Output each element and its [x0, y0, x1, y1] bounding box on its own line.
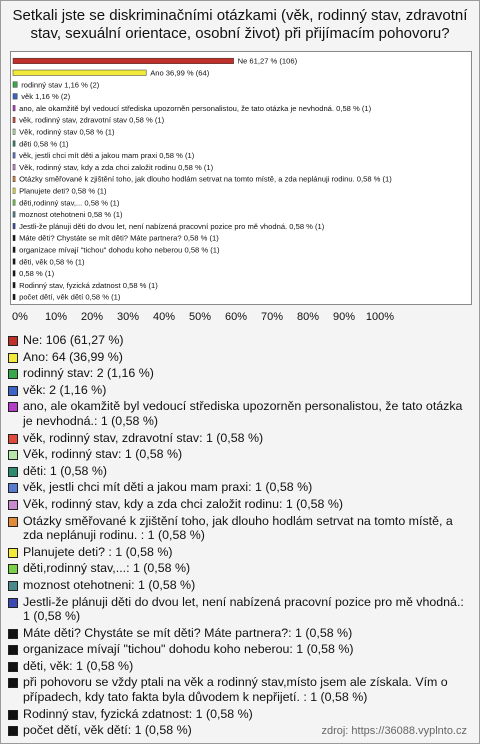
bar-11 — [13, 188, 15, 194]
legend-swatch — [8, 353, 18, 363]
bar-label-10: Otázky směřované k zjištění toho, jak dlouho hodlám setrvat na tomto místě, a zda neplánuji rodinu. 0,58 % (1) — [19, 174, 392, 184]
source-note: zdroj: https://36088.vyplnto.cz — [321, 725, 467, 737]
legend-label: moznost otehotneni: 1 (0,58 %) — [23, 577, 196, 592]
legend-swatch — [8, 386, 18, 396]
bar-label-3: věk 1,16 % (2) — [21, 92, 71, 102]
legend-label: organizace mívají "tichou" dohodu koho neberou: 1 (0,58 %) — [23, 642, 354, 657]
legend-label: děti,rodinný stav,...: 1 (0,58 %) — [23, 561, 191, 576]
bar-5 — [13, 117, 15, 123]
x-tick-label: 10% — [44, 311, 68, 323]
bar-3 — [13, 94, 17, 100]
x-tick-label: 0% — [12, 311, 28, 323]
bar-label-15: Máte děti? Chystáte se mít děti? Máte partnera? 0,58 % (1) — [19, 233, 219, 243]
bar-2 — [13, 82, 17, 88]
legend-label: Věk, rodinný stav, kdy a zda chci založit rodinu: 1 (0,58 %) — [23, 496, 344, 511]
legend-swatch — [8, 678, 18, 688]
bar-12 — [13, 200, 15, 206]
legend-label: Ano: 64 (36,99 %) — [23, 349, 123, 364]
legend-item — [8, 707, 470, 722]
legend-label: Jestli-že plánuji děti do dvou let, není nabízená pracovní pozice pro mě vhodná.: 1 (0,58 %) — [23, 594, 464, 624]
x-tick-label: 90% — [332, 311, 356, 323]
legend-label: rodinný stav: 2 (1,16 %) — [23, 366, 154, 381]
x-tick-label: 40% — [152, 311, 176, 323]
bar-label-8: věk, jestli chci mít děti a jakou mam praxi 0,58 % (1) — [19, 151, 195, 161]
legend-swatch — [8, 662, 18, 672]
legend-label: při pohovoru se vždy ptali na věk a rodinný stav,místo jsem ale získala. Vím o případech, kdy tato fakta byla důvodem k nepřijetí. : 1 (0,58 %) — [23, 675, 448, 705]
legend-swatch — [8, 629, 18, 639]
legend-label: děti, věk: 1 (0,58 %) — [23, 658, 134, 673]
x-tick-label: 30% — [116, 311, 140, 323]
x-axis-ticks — [1, 311, 479, 327]
legend-item — [8, 480, 470, 495]
bar-16 — [13, 247, 15, 253]
bar-17 — [13, 259, 15, 265]
legend-item — [8, 366, 470, 381]
bar-label-19: Rodinný stav, fyzická zdatnost 0,58 % (1) — [19, 280, 158, 290]
bar-label-9: Věk, rodinný stav, kdy a zda chci založit rodinu 0,58 % (1) — [19, 162, 214, 172]
legend-item — [8, 514, 470, 543]
legend-label: věk, rodinný stav, zdravotní stav: 1 (0,58 %) — [23, 430, 264, 445]
bar-label-6: Věk, rodinný stav 0,58 % (1) — [19, 127, 115, 137]
bar-10 — [13, 176, 15, 182]
legend-item — [8, 399, 470, 428]
legend-label: věk: 2 (1,16 %) — [23, 382, 107, 397]
bar-18 — [13, 271, 15, 277]
legend-item — [8, 642, 470, 657]
bar-20 — [13, 294, 15, 300]
x-tick-label: 20% — [80, 311, 104, 323]
legend-swatch — [8, 581, 18, 591]
bar-label-13: moznost otehotneni 0,58 % (1) — [19, 210, 123, 220]
x-tick-label: 70% — [260, 311, 284, 323]
bar-label-18: 0,58 % (1) — [19, 269, 55, 279]
legend-swatch — [8, 336, 18, 346]
bar-15 — [13, 235, 15, 241]
legend-item — [8, 383, 470, 398]
legend-label: Rodinný stav, fyzická zdatnost: 1 (0,58 %) — [23, 706, 253, 721]
legend-swatch — [8, 726, 18, 736]
bar-14 — [13, 223, 15, 229]
bar-label-17: děti, věk 0,58 % (1) — [19, 257, 85, 267]
legend-swatch — [8, 645, 18, 655]
legend — [8, 333, 470, 740]
legend-label: ano, ale okamžitě byl vedoucí střediska upozorněn personalistou, že tato otázka je nevhodná.: 1 (0,58 %) — [23, 399, 463, 428]
bar-13 — [13, 212, 15, 218]
bar-19 — [13, 282, 15, 288]
bar-label-14: Jestli-že plánuji děti do dvou let, není nabízená pracovní pozice pro mě vhodná. 0,58 % (1) — [19, 221, 325, 231]
bar-label-4: ano, ale okamžitě byl vedoucí střediska upozorněn personalistou, že tato otázka je nevhodná. 0,58 % (1) — [19, 103, 372, 113]
legend-swatch — [8, 710, 18, 720]
legend-swatch — [8, 483, 18, 493]
bar-label-0: Ne 61,27 % (106) — [237, 56, 298, 66]
legend-swatch — [8, 517, 18, 527]
bar-label-11: Planujete deti? 0,58 % (1) — [19, 186, 107, 196]
legend-item — [8, 350, 470, 365]
legend-swatch — [8, 369, 18, 379]
bar-label-2: rodinný stav 1,16 % (2) — [21, 80, 100, 90]
bar-1 — [13, 70, 146, 76]
x-tick-label: 50% — [188, 311, 212, 323]
bar-label-1: Ano 36,99 % (64) — [150, 68, 210, 78]
legend-swatch — [8, 598, 18, 608]
legend-label: děti: 1 (0,58 %) — [23, 463, 108, 478]
legend-label: Otázky směřované k zjištění toho, jak dlouho hodlám setrvat na tomto místě, a zda neplánuji rodinu. : 1 (0,58 %) — [23, 513, 453, 543]
x-tick-label: 60% — [224, 311, 248, 323]
legend-item — [8, 561, 470, 576]
legend-item — [8, 447, 470, 462]
legend-item — [8, 659, 470, 674]
bar-label-16: organizace mívají "tichou" dohodu koho neberou 0,58 % (1) — [19, 245, 220, 255]
bar-8 — [13, 153, 15, 159]
bar-9 — [13, 164, 15, 170]
legend-item — [8, 431, 470, 446]
legend-item — [8, 333, 470, 348]
bar-label-12: děti,rodinný stav,... 0,58 % (1) — [19, 198, 120, 208]
legend-swatch — [8, 500, 18, 510]
legend-swatch — [8, 402, 18, 412]
legend-label: Věk, rodinný stav: 1 (0,58 %) — [23, 447, 183, 462]
bar-label-7: děti 0,58 % (1) — [19, 139, 69, 149]
bar-label-20: počet dětí, věk dětí 0,58 % (1) — [19, 292, 121, 302]
legend-label: Máte děti? Chystáte se mít děti? Máte partnera?: 1 (0,58 %) — [23, 625, 353, 640]
bar-7 — [13, 141, 15, 147]
legend-swatch — [8, 467, 18, 477]
legend-label: věk, jestli chci mít děti a jakou mam praxi: 1 (0,58 %) — [23, 480, 313, 495]
bar-6 — [13, 129, 15, 135]
legend-swatch — [8, 434, 18, 444]
x-tick-label: 80% — [296, 311, 320, 323]
legend-item — [8, 595, 470, 624]
legend-label: Ne: 106 (61,27 %) — [23, 333, 124, 347]
legend-item — [8, 497, 470, 512]
legend-item — [8, 675, 470, 704]
legend-swatch — [8, 450, 18, 460]
bar-chart — [10, 51, 472, 305]
bar-0 — [13, 58, 234, 64]
legend-swatch — [8, 564, 18, 574]
legend-label: počet dětí, věk dětí: 1 (0,58 %) — [23, 723, 192, 738]
bar-label-5: věk, rodinný stav, zdravotní stav 0,58 % (1) — [19, 115, 165, 125]
legend-label: Planujete deti? : 1 (0,58 %) — [23, 544, 173, 559]
bar-4 — [13, 105, 15, 111]
legend-item — [8, 545, 470, 560]
legend-item — [8, 578, 470, 593]
x-tick-label: 100% — [365, 311, 395, 323]
legend-item — [8, 626, 470, 641]
legend-item — [8, 464, 470, 479]
legend-swatch — [8, 548, 18, 558]
chart-title: Setkali jste se diskriminačními otázkami (věk, rodinný stav, zdravotní stav, sexuální orientace, osobní život) při přijímacím pohovoru? — [12, 7, 468, 42]
